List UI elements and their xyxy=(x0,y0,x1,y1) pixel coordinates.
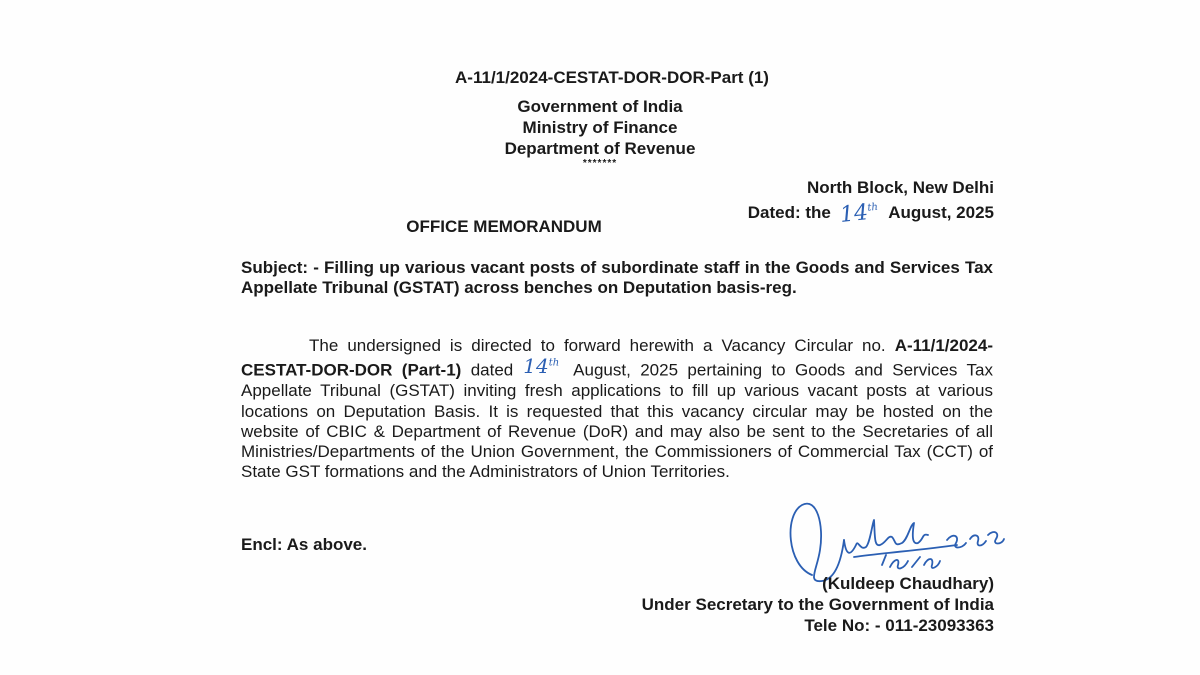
body-paragraph xyxy=(241,336,993,483)
dated-prefix: Dated: the xyxy=(747,203,831,222)
government-heading: Government of India xyxy=(517,97,683,116)
header-separator: ******* xyxy=(582,158,618,169)
subject-line: Subject: - Filling up various vacant posts of subordinate staff in the Goods and Services Tax Appellate Tribunal (GSTAT) across benches on Deputation basis-reg. xyxy=(241,258,993,297)
signatory-name: (Kuldeep Chaudhary) xyxy=(822,574,994,593)
handwritten-day: 14th xyxy=(523,353,560,378)
enclosure-note: Encl: As above. xyxy=(241,535,367,554)
circular-number: A-11/1/2024-CESTAT-DOR-DOR (Part-1) xyxy=(241,336,993,380)
signatory-designation: Under Secretary to the Government of India xyxy=(641,595,994,614)
telephone-number: Tele No: - 011-23093363 xyxy=(804,616,994,635)
file-number: A-11/1/2024-CESTAT-DOR-DOR-Part (1) xyxy=(455,68,769,87)
handwritten-date: 14th xyxy=(838,200,879,228)
body-rest: August, 2025 pertaining to Goods and Services Tax Appellate Tribunal (GSTAT) inviting fresh applications to fill up various vacant posts at various locations on Deputation Basis. It is requested that this vacancy circular may be hosted on the website of CBIC & Department of Revenue (DoR) and may also be sent to the Secretaries of all Ministries/Departments of the Union Government, the Commissioners of Commercial Tax (CCT) of State GST formations and the Administrators of Union Territories. xyxy=(241,360,993,482)
location-line: North Block, New Delhi xyxy=(806,178,994,197)
department-heading: Department of Revenue xyxy=(504,139,696,158)
ministry-heading: Ministry of Finance xyxy=(522,118,678,137)
dated-word: dated xyxy=(470,360,514,380)
memo-title: OFFICE MEMORANDUM xyxy=(406,217,602,236)
dated-suffix: August, 2025 xyxy=(888,203,994,222)
body-intro: The undersigned is directed to forward herewith a Vacancy Circular no. xyxy=(309,336,886,355)
